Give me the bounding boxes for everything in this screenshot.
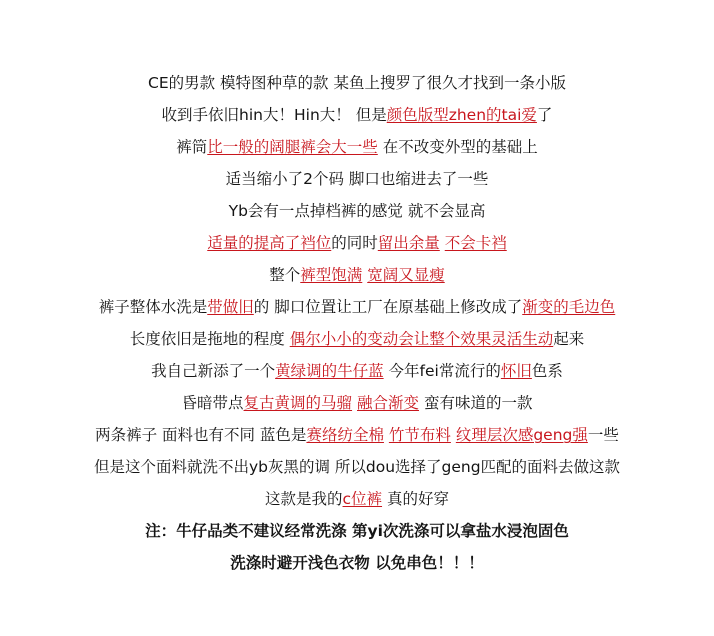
text-segment: 收到手依旧hin大！Hin大！ 但是 (161, 106, 387, 124)
text-segment: 的 脚口位置让工厂在原基础上修改成了 (253, 298, 523, 316)
text-segment: 一些 (587, 426, 619, 444)
text-segment: 色系 (531, 362, 563, 380)
description-line (0, 67, 714, 99)
text-segment: 整个 (269, 266, 301, 284)
description-line (0, 355, 714, 387)
highlighted-phrase: 渐变的毛边色 (522, 298, 616, 316)
description-line (0, 163, 714, 195)
description-line (0, 483, 714, 515)
description-line (0, 227, 714, 259)
text-segment: 适当缩小了2个码 脚口也缩进去了一些 (225, 170, 489, 188)
text-segment: 我自己新添了一个 (151, 362, 276, 380)
text-segment: CE的男款 模特图种草的款 某鱼上搜罗了很久才找到一条小版 (148, 74, 566, 92)
highlighted-phrase: 不会卡裆 (444, 234, 507, 252)
highlighted-phrase: 复古黄调的马骝 (243, 394, 353, 412)
highlighted-phrase: 黄绿调的牛仔蓝 (275, 362, 384, 380)
text-segment: 裤筒 (176, 138, 208, 156)
text-segment: 这款是我的 (265, 490, 343, 508)
highlighted-phrase: 裤型饱满 (300, 266, 363, 284)
text-segment: 在不改变外型的基础上 (377, 138, 538, 156)
description-line (0, 195, 714, 227)
description-line (0, 99, 714, 131)
highlighted-phrase: 赛络纺全棉 (306, 426, 384, 444)
text-segment: Yb会有一点掉档裤的感觉 就不会显高 (228, 202, 486, 220)
text-segment: 真的好穿 (382, 490, 449, 508)
description-line (0, 131, 714, 163)
description-line (0, 323, 714, 355)
description-line (0, 419, 714, 451)
highlighted-phrase: 怀旧 (500, 362, 532, 380)
highlighted-phrase: 竹节布料 (388, 426, 451, 444)
text-segment: 昏暗带点 (181, 394, 244, 412)
text-segment: 起来 (553, 330, 585, 348)
text-segment: 今年fei常流行的 (383, 362, 501, 380)
description-line (0, 291, 714, 323)
care-note-line (0, 515, 714, 547)
highlighted-phrase: 留出余量 (377, 234, 440, 252)
text-segment: 了 (536, 106, 553, 124)
highlighted-phrase: 纹理层次感geng强 (455, 426, 588, 444)
highlighted-phrase: 比一般的阔腿裤会大一些 (207, 138, 378, 156)
highlighted-phrase: 偶尔小小的变动会让整个效果灵活生动 (289, 330, 554, 348)
text-segment: 裤子整体水洗是 (98, 298, 208, 316)
text-segment: 注：牛仔品类不建议经常洗涤 第yi次洗涤可以拿盐水浸泡固色 (145, 522, 569, 540)
highlighted-phrase: c位裤 (342, 490, 383, 508)
text-segment: 长度依旧是拖地的程度 (129, 330, 290, 348)
highlighted-phrase: 带做旧 (207, 298, 254, 316)
highlighted-phrase: 融合渐变 (357, 394, 420, 412)
highlighted-phrase: 适量的提高了裆位 (207, 234, 332, 252)
description-line (0, 259, 714, 291)
product-description (0, 67, 714, 579)
description-line (0, 387, 714, 419)
highlighted-phrase: 宽阔又显瘦 (367, 266, 445, 284)
care-note-line (0, 547, 714, 579)
description-line (0, 451, 714, 483)
text-segment: 两条裤子 面料也有不同 蓝色是 (95, 426, 307, 444)
highlighted-phrase: 颜色版型zhen的tai爱 (386, 106, 537, 124)
text-segment: 但是这个面料就洗不出yb灰黑的调 所以dou选择了geng匹配的面料去做这款 (93, 458, 621, 476)
text-segment: 洗涤时避开浅色衣物 以免串色！！！ (230, 554, 484, 572)
text-segment: 的同时 (331, 234, 378, 252)
text-segment: 蛮有味道的一款 (419, 394, 533, 412)
